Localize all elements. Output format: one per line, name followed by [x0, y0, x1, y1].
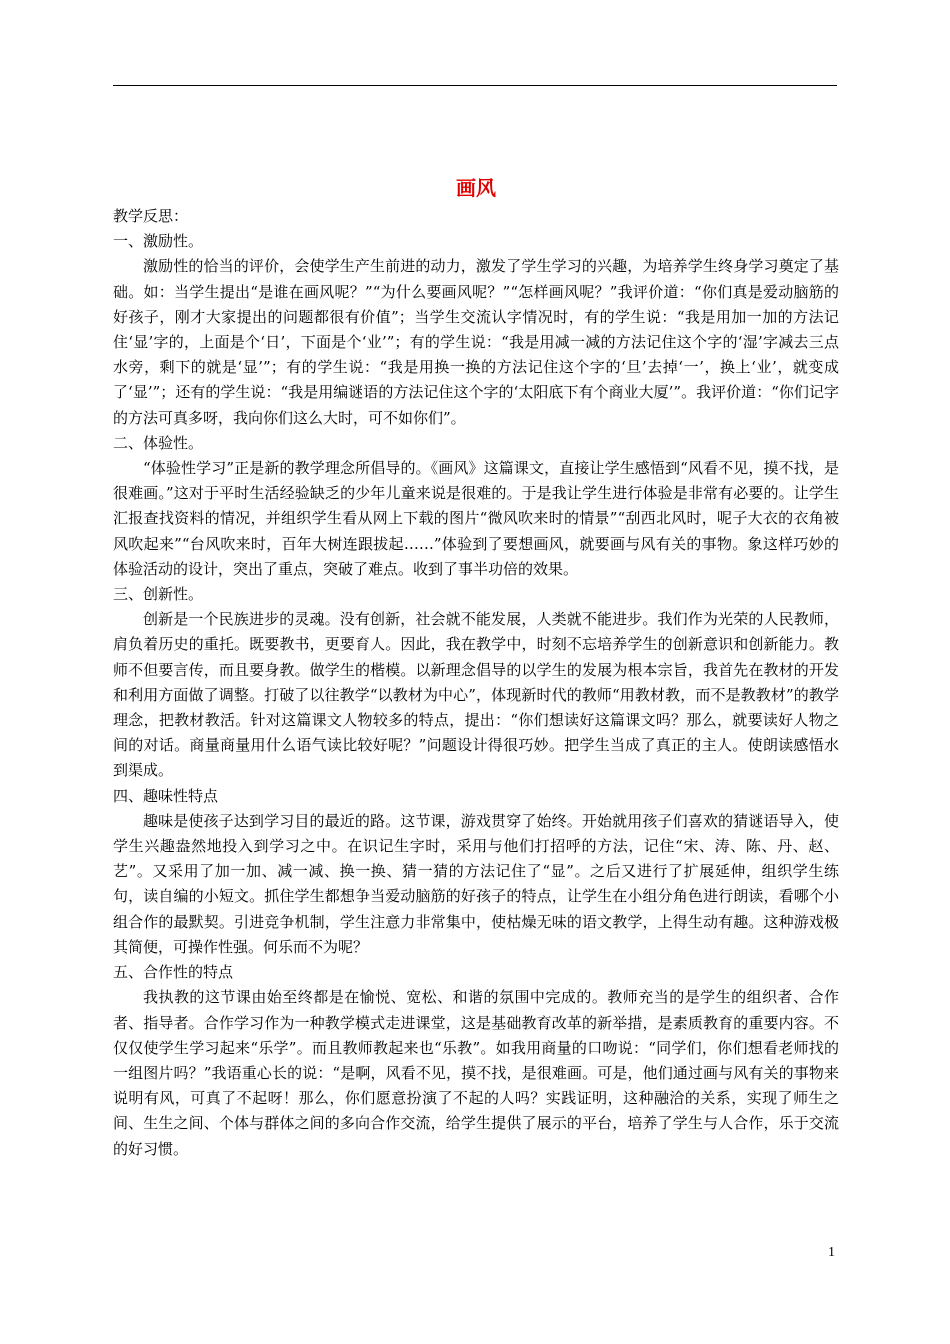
section-heading: 三、创新性。 [113, 585, 204, 604]
header-rule [113, 85, 837, 86]
section-paragraph: 创新是一个民族进步的灵魂。没有创新，社会就不能发展，人类就不能进步。我们作为光荣的人民教师，肩负着历史的重托。既要教书，更要育人。因此，我在教学中，时刻不忘培养学生的创新意识和创新能力。教师不但要言传，而且要身教。做学生的楷模。以新理念倡导的以学生的发展为根本宗旨，我首先在教材的开发和利用方面做了调整。打破了以往教学“以教材为中心”，体现新时代的教师“用教材教，而不是教教材”的教学理念，把教材教活。针对这篇课文人物较多的特点，提出：“你们想读好这篇课文吗？那么，就要读好人物之间的对话。商量商量用什么语气读比较好呢？”问题设计得很巧妙。把学生当成了真正的主人。使朗读感悟水到渠成。 [113, 610, 839, 780]
document-body [113, 174, 839, 1162]
page-number: 1 [828, 1245, 835, 1260]
section-heading: 五、合作性的特点 [113, 963, 234, 982]
section-paragraph: 我执教的这节课由始至终都是在愉悦、宽松、和谐的氛围中完成的。教师充当的是学生的组织者、合作者、指导者。合作学习作为一种教学模式走进课堂，这是基础教育改革的新举措，是素质教育的重要内容。不仅仅使学生学习起来“乐学”。而且教师教起来也“乐教”。如我用商量的口吻说：“同学们，你们想看老师找的一组图片吗？”我语重心长的说：“是啊，风看不见，摸不找，是很难画。可是，他们通过画与风有关的事物来说明有风，可真了不起呀！那么，你们愿意扮演了不起的人吗？实践证明，这种融洽的关系，实现了师生之间、生生之间、个体与群体之间的多向合作交流，给学生提供了展示的平台，培养了学生与人合作，乐于交流的好习惯。 [113, 988, 839, 1158]
section-heading: 二、体验性。 [113, 433, 204, 452]
section-heading: 四、趣味性特点 [113, 786, 219, 805]
section-paragraph: 趣味是使孩子达到学习目的最近的路。这节课，游戏贯穿了始终。开始就用孩子们喜欢的猜谜语导入，使学生兴趣盎然地投入到学习之中。在识记生字时，采用与他们打招呼的方法，记住“宋、涛、陈、丹、赵、艺”。又采用了加一加、减一减、换一换、猜一猜的方法记住了“显”。之后又进行了扩展延伸，组织学生练句，读自编的小短文。抓住学生都想争当爱动脑筋的好孩子的特点，让学生在小组分角色进行朗读，看哪个小组合作的最默契。引进竞争机制，学生注意力非常集中，使枯燥无味的语文教学，上得生动有趣。这种游戏极其简便，可操作性强。何乐而不为呢？ [113, 811, 839, 956]
page-title: 画风 [456, 176, 496, 200]
intro-label: 教学反思： [113, 207, 189, 225]
section-paragraph: “体验性学习”正是新的教学理念所倡导的。《画风》这篇课文，直接让学生感悟到“风看不见，摸不找，是很难画。”这对于平时生活经验缺乏的少年儿童来说是很难的。于是我让学生进行体验是非常有必要的。让学生汇报查找资料的情况，并组织学生看从网上下载的图片“微风吹来时的情景”“刮西北风时，呢子大衣的衣角被风吹起来”“台风吹来时，百年大树连跟拔起……”体验到了要想画风，就要画与风有关的事物。象这样巧妙的体验活动的设计，突出了重点，突破了难点。收到了事半功倍的效果。 [113, 459, 839, 578]
section-paragraph: 激励性的恰当的评价，会使学生产生前进的动力，激发了学生学习的兴趣，为培养学生终身学习奠定了基础。如：当学生提出“是谁在画风呢？”“为什么要画风呢？”“怎样画风呢？”我评价道：“你们真是爱动脑筋的好孩子，刚才大家提出的问题都很有价值”；当学生交流认字情况时，有的学生说：“我是用加一加的方法记住‘显’字的，上面是个‘日’，下面是个‘业’”；有的学生说：“我是用减一减的方法记住这个字的‘湿’字减去三点水旁，剩下的就是‘显’”；有的学生说：“我是用换一换的方法记住这个字的‘旦’去掉‘一’，换上‘业’，就变成了‘显’”；还有的学生说：“我是用编谜语的方法记住这个字的‘太阳底下有个商业大厦’”。我评价道：“你们记字的方法可真多呀，我向你们这么大时，可不如你们”。 [113, 257, 839, 427]
section-heading: 一、激励性。 [113, 232, 204, 251]
